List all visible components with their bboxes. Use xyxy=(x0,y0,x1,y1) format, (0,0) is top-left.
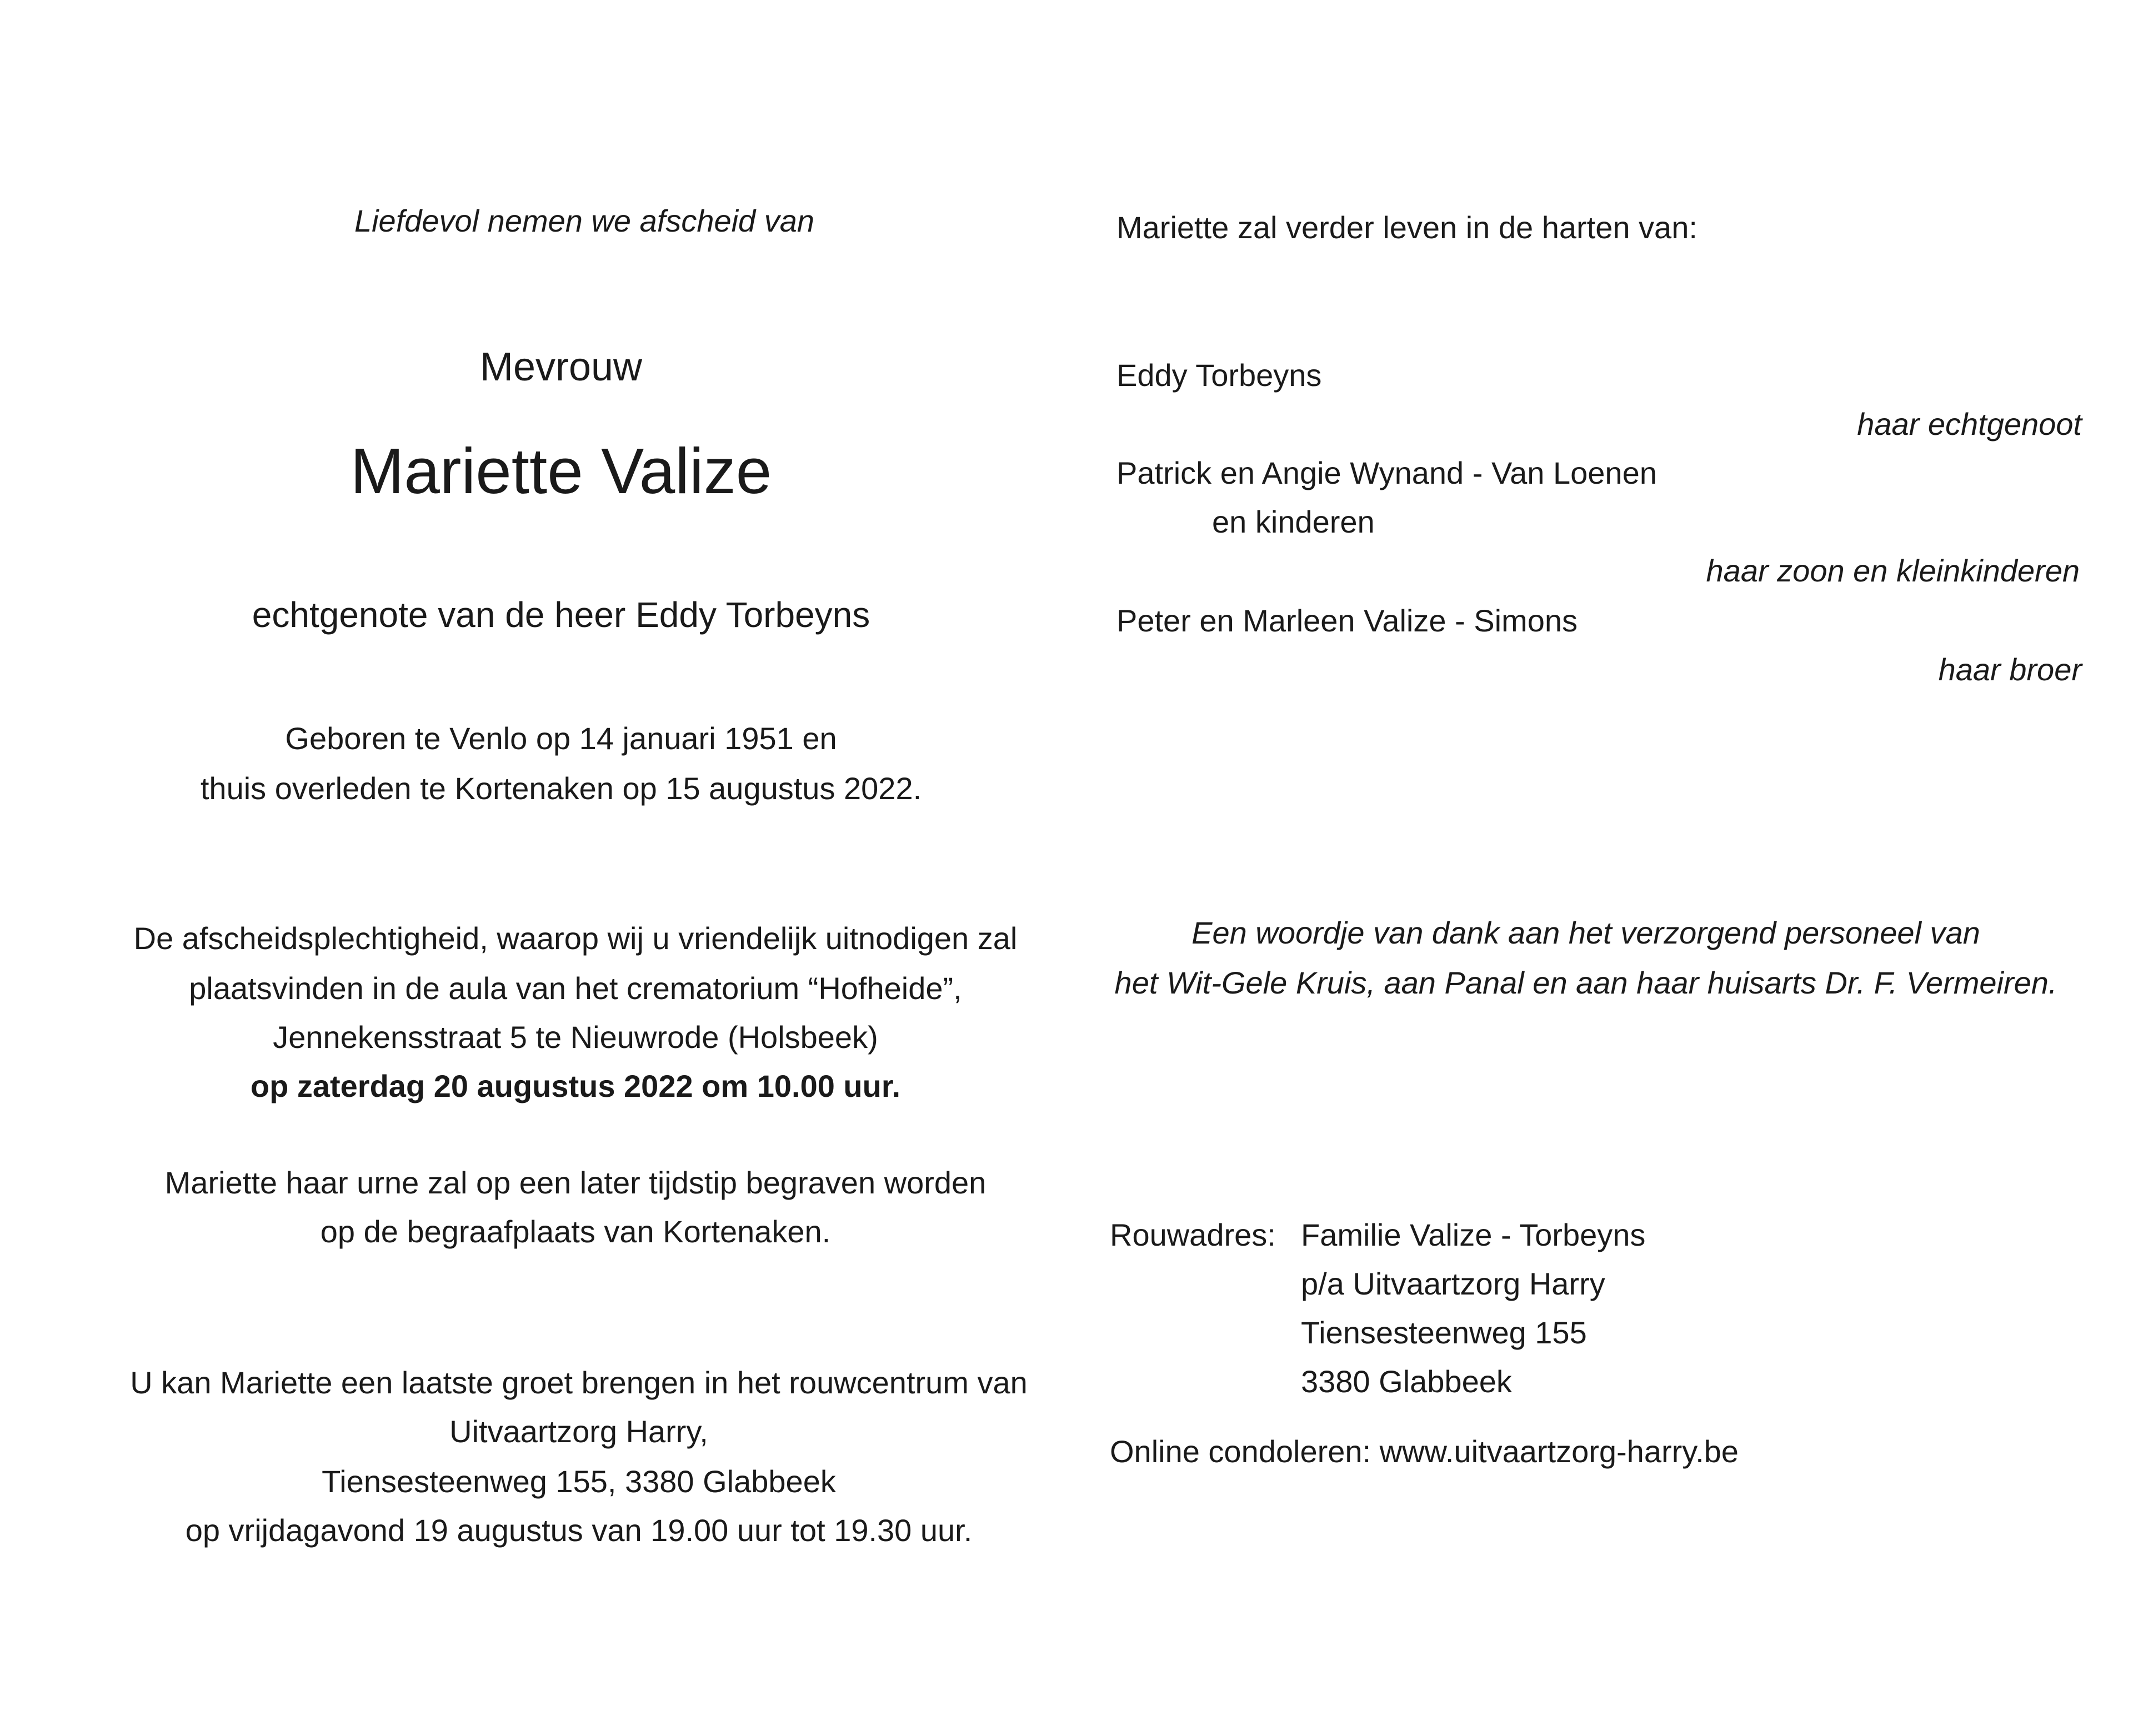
address-line-2: p/a Uitvaartzorg Harry xyxy=(1301,1266,1605,1301)
died-line: thuis overleden te Kortenaken op 15 augustus 2022. xyxy=(200,771,922,806)
urn-line-2: op de begraafplaats van Kortenaken. xyxy=(320,1214,831,1249)
born-line: Geboren te Venlo op 14 januari 1951 en xyxy=(285,721,837,756)
family-member-name: Eddy Torbeyns xyxy=(1116,358,1322,393)
intro-text: Liefdevol nemen we afscheid van xyxy=(354,203,815,238)
ceremony-line-3: Jennekensstraat 5 te Nieuwrode (Holsbeek) xyxy=(273,1020,878,1055)
family-member-relation: haar echtgenoot xyxy=(1857,407,2082,441)
thanks-line-1: Een woordje van dank aan het verzorgend personeel van xyxy=(1191,915,1980,950)
visitation-line-4: op vrijdagavond 19 augustus van 19.00 uur tot 19.30 uur. xyxy=(185,1513,973,1548)
online-condolence: Online condoleren: www.uitvaartzorg-harry.be xyxy=(1110,1434,1739,1469)
family-member-name: Peter en Marleen Valize - Simons xyxy=(1116,603,1578,638)
salutation: Mevrouw xyxy=(479,345,643,389)
visitation-line-3: Tiensesteenweg 155, 3380 Glabbeek xyxy=(322,1464,836,1499)
visitation-line-1: U kan Mariette een laatste groet brengen in het rouwcentrum van xyxy=(130,1365,1028,1400)
family-member-name: Patrick en Angie Wynand - Van Loenen xyxy=(1116,455,1657,490)
address-line-1: Familie Valize - Torbeyns xyxy=(1301,1217,1646,1252)
family-member-relation: haar broer xyxy=(1938,652,2082,687)
deceased-name: Mariette Valize xyxy=(350,435,772,507)
visitation-line-2: Uitvaartzorg Harry, xyxy=(449,1414,708,1449)
spouse-line: echtgenote van de heer Eddy Torbeyns xyxy=(252,595,870,635)
family-member-sub: en kinderen xyxy=(1212,504,1375,539)
urn-line-1: Mariette haar urne zal op een later tijdstip begraven worden xyxy=(164,1165,987,1200)
ceremony-line-2: plaatsvinden in de aula van het crematorium “Hofheide”, xyxy=(189,971,962,1006)
ceremony-line-1: De afscheidsplechtigheid, waarop wij u vriendelijk uitnodigen zal xyxy=(133,921,1018,956)
address-label: Rouwadres: xyxy=(1110,1217,1276,1252)
family-member-relation: haar zoon en kleinkinderen xyxy=(1706,553,2080,588)
address-line-3: Tiensesteenweg 155 xyxy=(1301,1315,1587,1350)
ceremony-date: op zaterdag 20 augustus 2022 om 10.00 uur. xyxy=(250,1068,901,1103)
address-line-4: 3380 Glabbeek xyxy=(1301,1364,1512,1399)
thanks-line-2: het Wit-Gele Kruis, aan Panal en aan haar huisarts Dr. F. Vermeiren. xyxy=(1114,965,2057,1000)
family-intro: Mariette zal verder leven in de harten van: xyxy=(1116,210,1698,245)
